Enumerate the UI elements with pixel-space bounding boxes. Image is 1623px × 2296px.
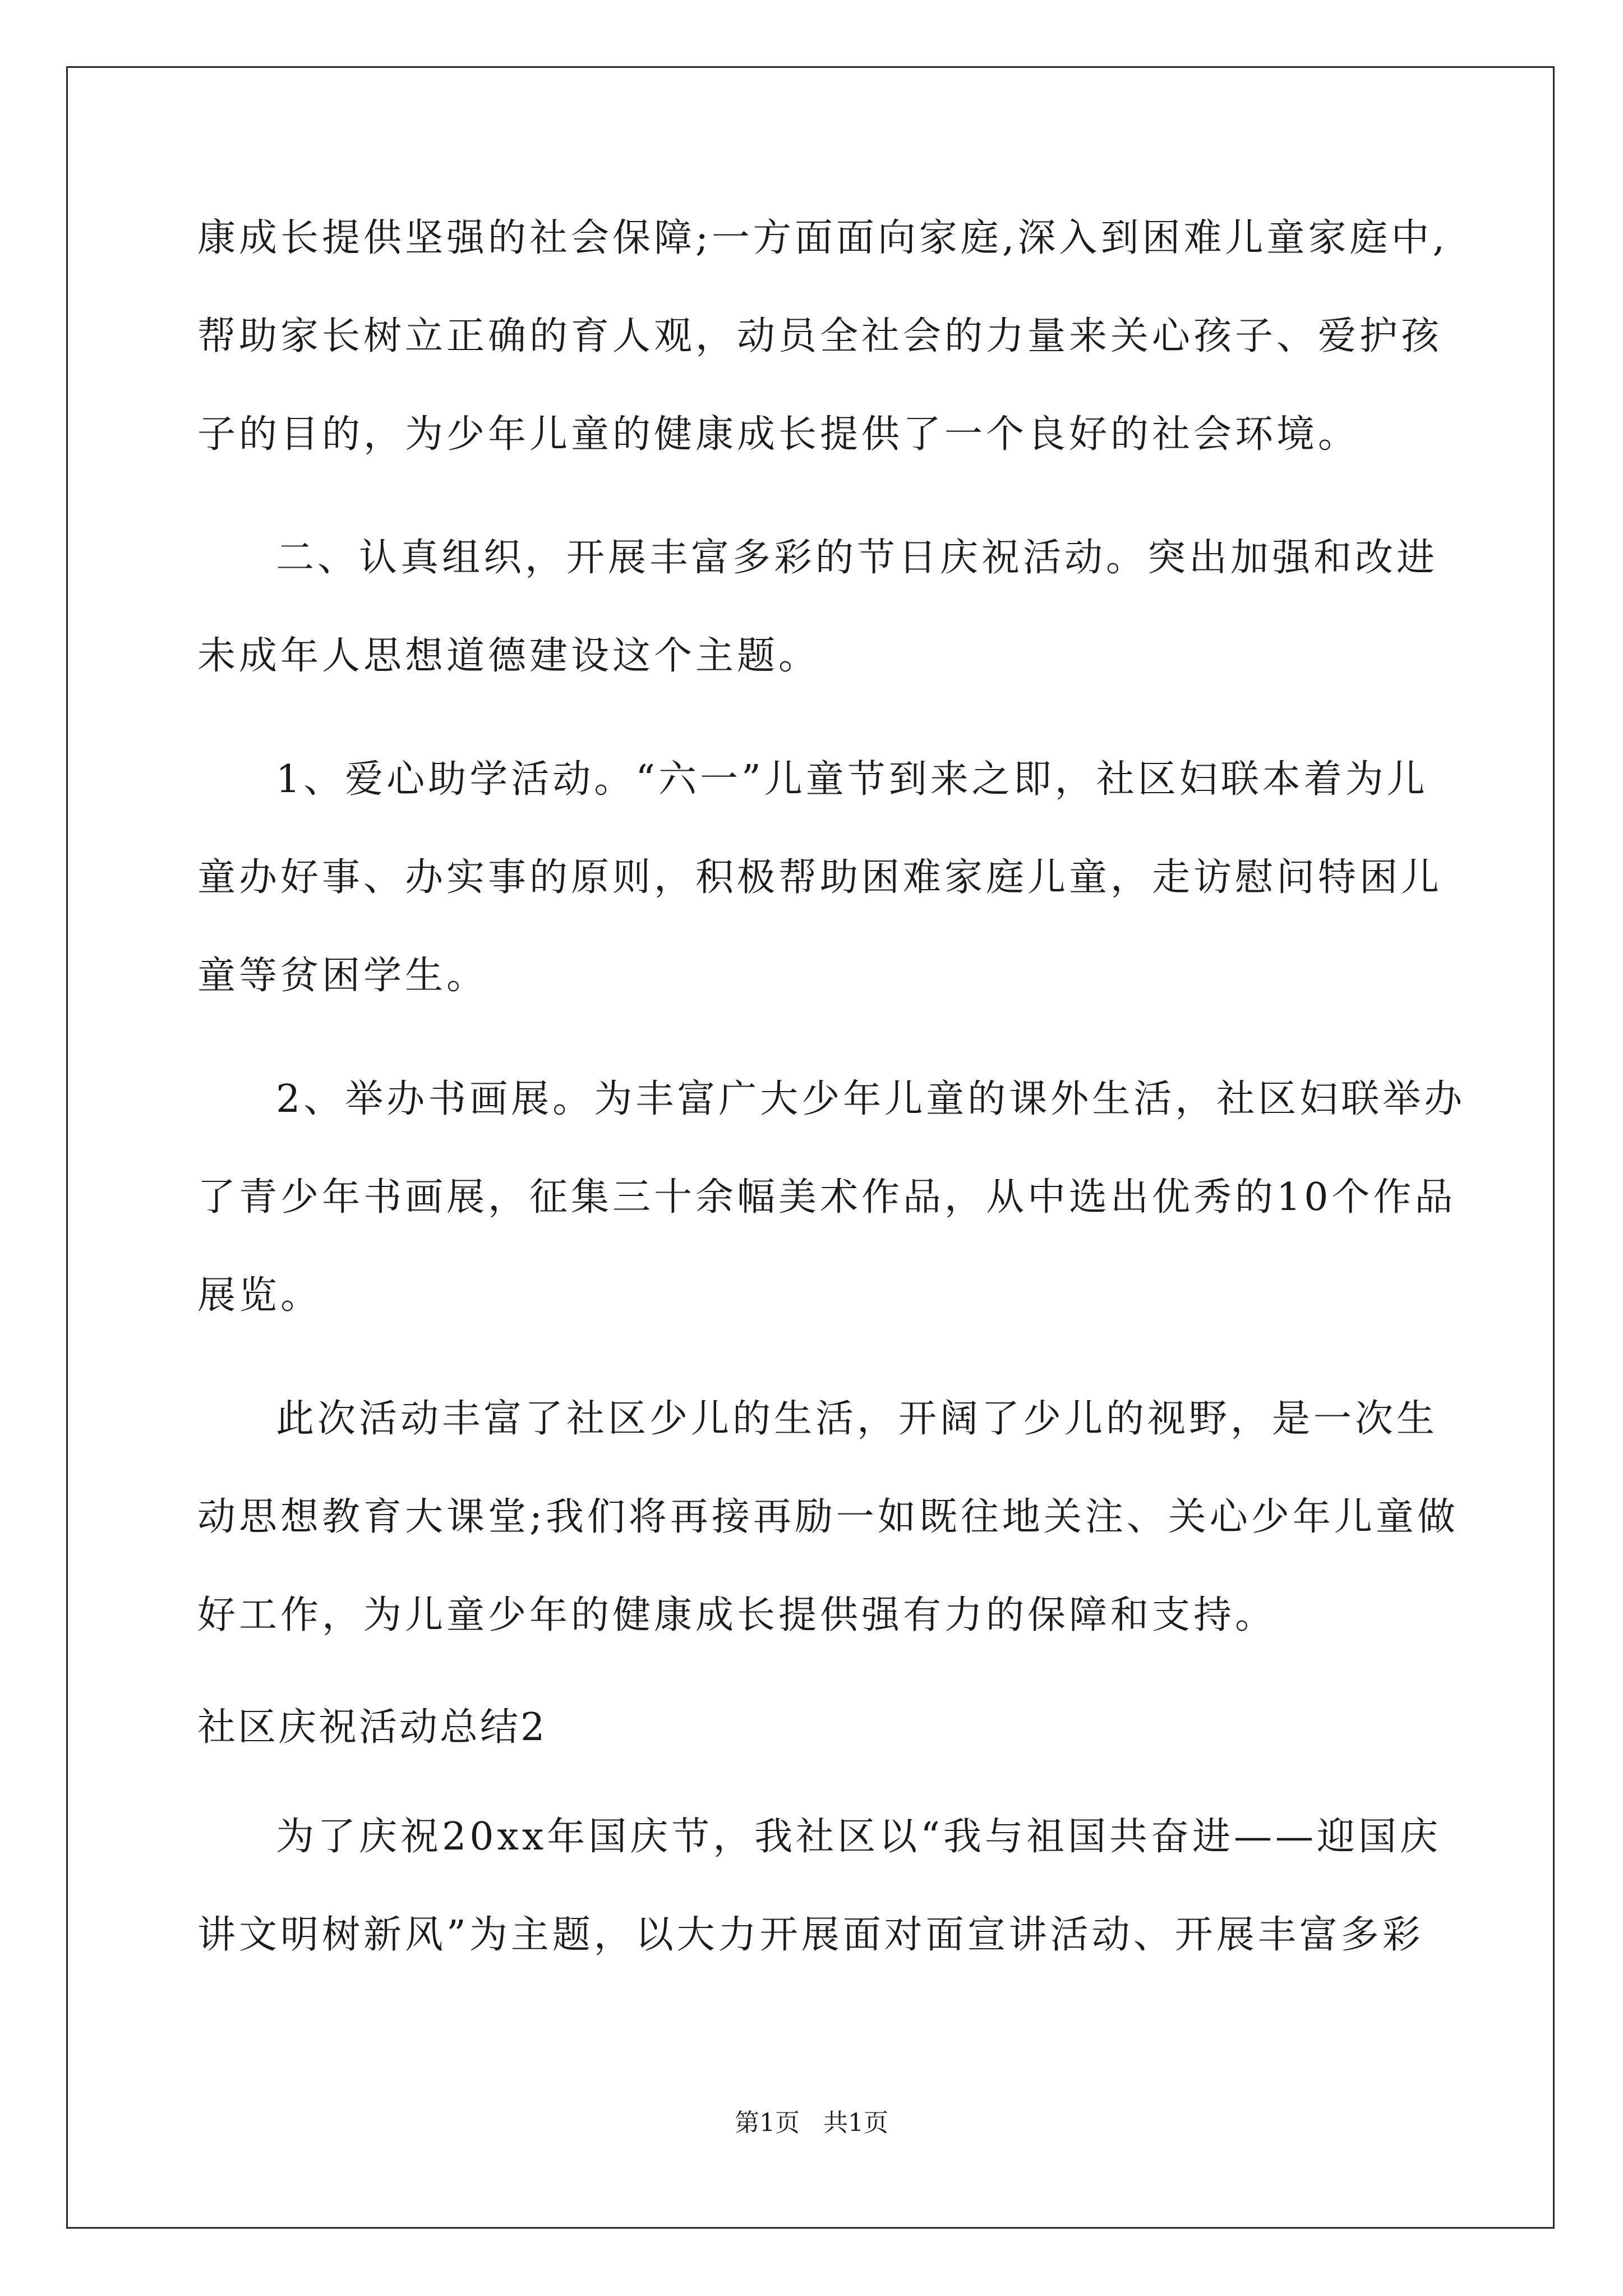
paragraph-line: 童办好事、办实事的原则，积极帮助困难家庭儿童，走访慰问特困儿 bbox=[197, 855, 1443, 900]
paragraph-line: 未成年人思想道德建设这个主题。 bbox=[197, 634, 820, 678]
paragraph-line: 二、认真组织，开展丰富多彩的节日庆祝活动。突出加强和改进 bbox=[276, 536, 1438, 580]
paragraph-line: 帮助家长树立正确的育人观，动员全社会的力量来关心孩子、爱护孩 bbox=[197, 314, 1443, 358]
paragraph-line: 此次活动丰富了社区少儿的生活，开阔了少儿的视野，是一次生 bbox=[276, 1397, 1438, 1441]
paragraph-line: 2、举办书画展。为丰富广大少年儿童的课外生活，社区妇联举办 bbox=[276, 1077, 1466, 1121]
page-number: 第1页 bbox=[735, 2109, 800, 2137]
paragraph-line: 为了庆祝20xx年国庆节，我社区以“我与祖国共奋进——迎国庆 bbox=[276, 1815, 1441, 1859]
section-heading: 社区庆祝活动总结2 bbox=[197, 1705, 547, 1750]
paragraph-line: 好工作，为儿童少年的健康成长提供强有力的保障和支持。 bbox=[197, 1593, 1277, 1637]
paragraph-line: 1、爱心助学活动。“六一”儿童节到来之即，社区妇联本着为儿 bbox=[276, 757, 1428, 802]
paragraph-line: 讲文明树新风”为主题，以大力开展面对面宣讲活动、开展丰富多彩 bbox=[197, 1913, 1424, 1957]
paragraph-line: 童等贫困学生。 bbox=[197, 954, 488, 998]
paragraph-line: 展览。 bbox=[197, 1273, 322, 1318]
page-total: 共1页 bbox=[823, 2109, 888, 2137]
paragraph-line: 动思想教育大课堂;我们将再接再励一如既往地关注、关心少年儿童做 bbox=[197, 1495, 1459, 1539]
page-footer bbox=[0, 2106, 1623, 2140]
paragraph-line: 康成长提供坚强的社会保障;一方面面向家庭,深入到困难儿童家庭中, bbox=[197, 216, 1449, 260]
page-border bbox=[66, 66, 1555, 2229]
paragraph-line: 了青少年书画展，征集三十余幅美术作品，从中选出优秀的10个作品 bbox=[197, 1175, 1456, 1220]
paragraph-line: 子的目的，为少年儿童的健康成长提供了一个良好的社会环境。 bbox=[197, 412, 1360, 457]
